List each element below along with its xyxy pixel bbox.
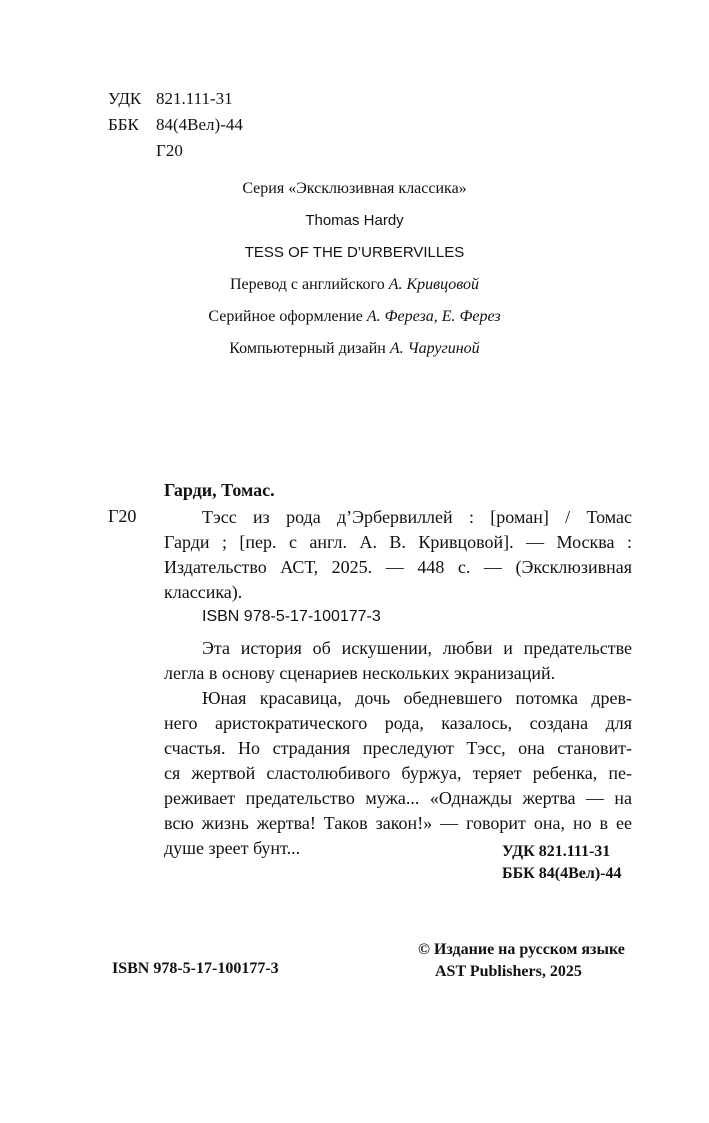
annotation-paragraph-1 (164, 636, 632, 686)
udk-bottom: УДК 821.111-31 (502, 843, 611, 860)
annotation-line: Эта история об искушении, любви и предательстве (202, 638, 632, 658)
copyright-line-1: © Издание на русском языке (418, 941, 625, 958)
classification-bottom (502, 841, 622, 885)
designer-separator: , (433, 308, 442, 325)
annotation-line: него аристократического рода, казалось, создана для (164, 713, 632, 733)
copyright-line-2: AST Publishers, 2025 (435, 963, 582, 980)
annotation-line: ся жертвой сластолюбивого буржуа, теряет ребенка, пе- (164, 763, 632, 783)
original-author: Thomas Hardy (305, 212, 404, 229)
designer-2: Е. Ферез (441, 308, 501, 325)
annotation-paragraph-2 (164, 686, 632, 861)
footer-isbn: ISBN 978-5-17-100177-3 (112, 960, 279, 977)
description-line: Тэсс из рода д’Эрбервиллей : [роман] / Томас (202, 507, 632, 527)
author-code: Г20 (156, 141, 183, 160)
classification-top (108, 86, 243, 164)
author-heading: Гарди, Томас. (164, 480, 275, 500)
bibliographic-description (164, 505, 632, 605)
annotation-line: легла в основу сценариев нескольких экранизаций. (164, 663, 556, 683)
udk-label: УДК (108, 89, 142, 108)
annotation-line: всю жизнь жертва! Таков закон!» — говорит она, но в ее (164, 813, 632, 833)
annotation-line: реживает предательство мужа... «Однажды жертва — на (164, 788, 632, 808)
computer-design-line (0, 340, 709, 358)
translation-prefix: Перевод с английского (229, 276, 389, 293)
catalog-code: Г20 (108, 506, 137, 526)
designer-1: А. Фереза (366, 308, 434, 325)
description-line: Издательство АСТ, 2025. — 448 с. — (Эксклюзивная (164, 557, 632, 577)
author-code-row (108, 138, 243, 164)
bbk-bottom: ББК 84(4Вел)-44 (502, 865, 622, 882)
annotation-line: душе зреет бунт... (164, 838, 301, 858)
copyright-block (418, 939, 625, 983)
computer-designer: А. Чаругиной (389, 340, 480, 357)
description-line: Гарди ; [пер. с англ. А. В. Кривцовой]. — Москва : (164, 532, 632, 552)
series-design-prefix: Серийное оформление (208, 308, 367, 325)
translator-name: А. Кривцовой (388, 276, 479, 293)
bbk-row (108, 112, 243, 138)
annotation-line: счастья. Но страдания преследуют Тэсс, она становит- (164, 738, 632, 758)
translation-line (0, 276, 709, 294)
bbk-label: ББК (108, 115, 139, 134)
series-design-line (0, 308, 709, 326)
udk-row (108, 86, 243, 112)
bbk-value: 84(4Вел)-44 (156, 115, 243, 134)
original-title: TESS OF THE D’URBERVILLES (244, 244, 465, 261)
description-line: классика). (164, 582, 243, 602)
isbn-entry: ISBN 978-5-17-100177-3 (202, 608, 381, 625)
annotation-line: Юная красавица, дочь обедневшего потомка древ- (202, 688, 632, 708)
series-line: Серия «Эксклюзивная классика» (242, 180, 467, 197)
computer-design-prefix: Компьютерный дизайн (229, 340, 390, 357)
udk-value: 821.111-31 (156, 89, 233, 108)
